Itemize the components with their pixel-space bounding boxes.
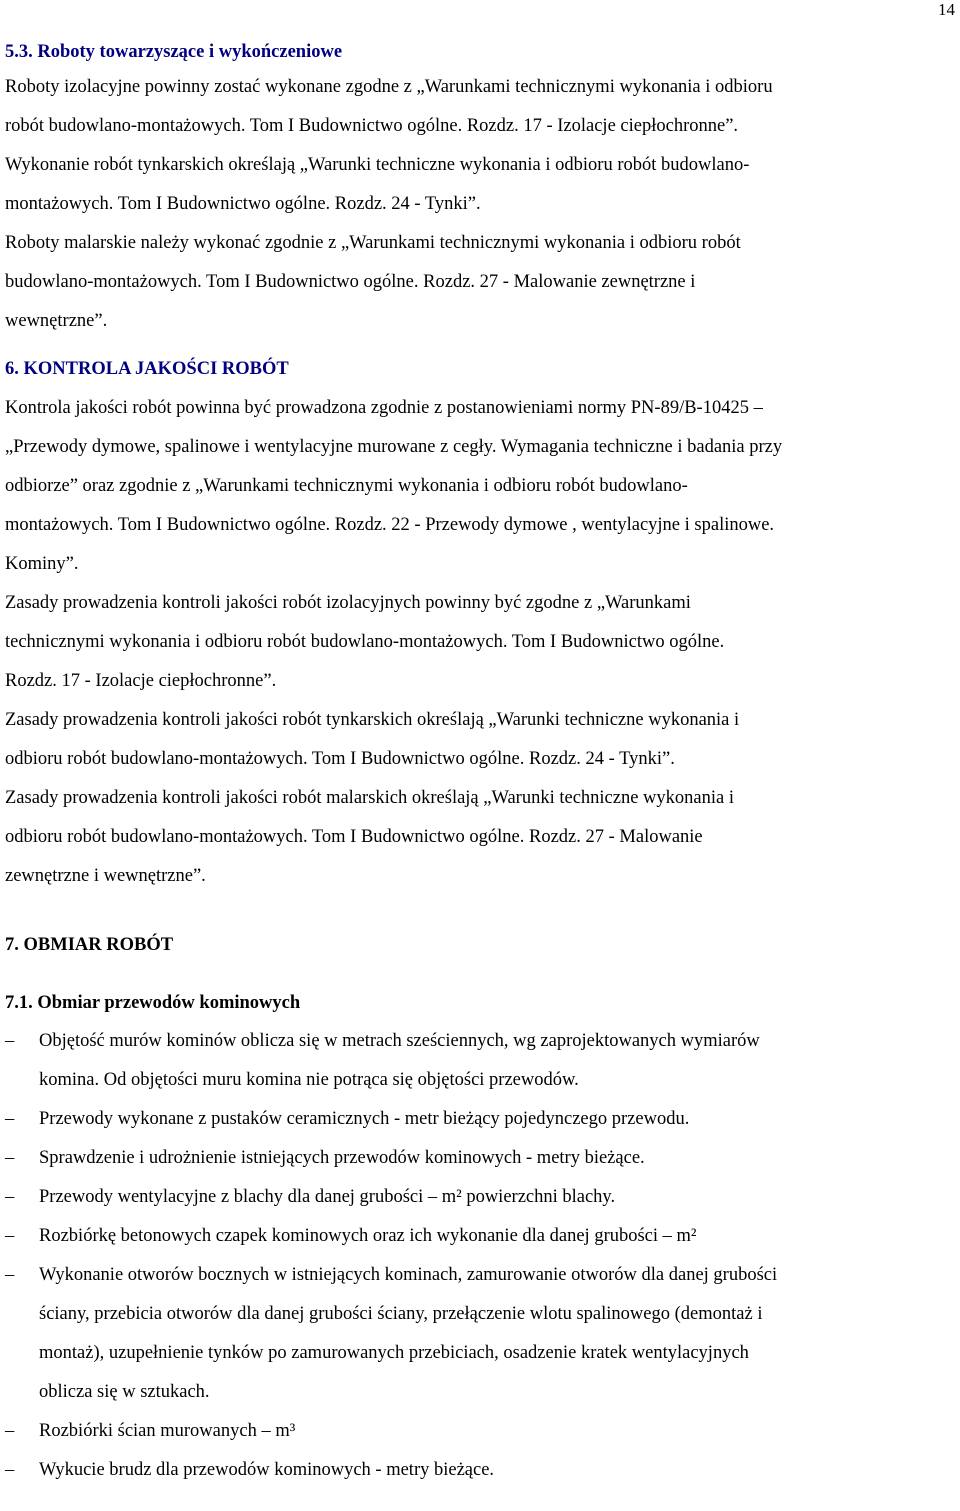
section-6-heading: 6. KONTROLA JAKOŚCI ROBÓT (5, 359, 289, 379)
text-line: Kominy”. (5, 554, 79, 574)
list-item-text: Sprawdzenie i udrożnienie istniejących przewodów kominowych - metry bieżące. (39, 1148, 645, 1168)
list-bullet: – (5, 1031, 15, 1051)
list-item (5, 1217, 960, 1256)
list-item-text: Wykonanie otworów bocznych w istniejących kominach, zamurowanie otworów dla danej grubości ściany, przebicia otworów dla danej grubości ściany, przełączenie wlotu spalinowego (demontaż i montaż), uzupełnienie tynków po zamurowanych przebiciach, osadzenie kratek wentylacyjnych oblicza się w sztukach. (39, 1265, 778, 1402)
list-bullet: – (5, 1148, 15, 1168)
section-5-3-text (5, 68, 960, 341)
text-line: Zasady prowadzenia kontroli jakości robót tynkarskich określają „Warunki techniczne wykonania i (5, 710, 740, 730)
document-body (5, 38, 960, 1490)
list-item (5, 1451, 960, 1490)
text-line: zewnętrzne i wewnętrzne”. (5, 866, 206, 886)
list-item-text: Rozbiórki ścian murowanych – m³ (39, 1421, 296, 1441)
text-line: montażowych. Tom I Budownictwo ogólne. Rozdz. 24 - Tynki”. (5, 194, 481, 214)
text-line: technicznymi wykonania i odbioru robót budowlano-montażowych. Tom I Budownictwo ogólne. (5, 632, 725, 652)
list-item (5, 1139, 960, 1178)
text-line: odbioru robót budowlano-montażowych. Tom I Budownictwo ogólne. Rozdz. 27 - Malowanie (5, 827, 703, 847)
list-bullet: – (5, 1460, 15, 1480)
text-line: odbioru robót budowlano-montażowych. Tom I Budownictwo ogólne. Rozdz. 24 - Tynki”. (5, 749, 675, 769)
list-item-text: Przewody wentylacyjne z blachy dla danej grubości – m² powierzchni blachy. (39, 1187, 616, 1207)
list-bullet: – (5, 1265, 15, 1285)
list-item (5, 1100, 960, 1139)
list-bullet: – (5, 1109, 15, 1129)
list-item-text: Objętość murów kominów oblicza się w metrach sześciennych, wg zaprojektowanych wymiarów komina. Od objętości muru komina nie potrąca się objętości przewodów. (39, 1031, 760, 1090)
text-line: Roboty malarskie należy wykonać zgodnie z „Warunkami technicznymi wykonania i odbioru robót (5, 233, 741, 253)
section-5-3-heading: 5.3. Roboty towarzyszące i wykończeniowe (5, 42, 343, 62)
list-item-text: Rozbiórkę betonowych czapek kominowych oraz ich wykonanie dla danej grubości – m² (39, 1226, 697, 1246)
section-7-heading: 7. OBMIAR ROBÓT (5, 935, 174, 955)
list-item (5, 1412, 960, 1451)
list-bullet: – (5, 1421, 15, 1441)
text-line: odbiorze” oraz zgodnie z „Warunkami technicznymi wykonania i odbioru robót budowlano- (5, 476, 688, 496)
list-item (5, 1178, 960, 1217)
text-line: wewnętrzne”. (5, 311, 108, 331)
measurement-list (5, 1022, 960, 1490)
text-line: robót budowlano-montażowych. Tom I Budownictwo ogólne. Rozdz. 17 - Izolacje ciepłochronne”. (5, 116, 739, 136)
page-number: 14 (938, 0, 955, 19)
text-line: Roboty izolacyjne powinny zostać wykonane zgodne z „Warunkami technicznymi wykonania i odbioru (5, 77, 773, 97)
list-item (5, 1256, 960, 1412)
text-line: Wykonanie robót tynkarskich określają „Warunki techniczne wykonania i odbioru robót budowlano- (5, 155, 750, 175)
text-line: budowlano-montażowych. Tom I Budownictwo ogólne. Rozdz. 27 - Malowanie zewnętrzne i (5, 272, 696, 292)
text-line: Zasady prowadzenia kontroli jakości robót malarskich określają „Warunki techniczne wykonania i (5, 788, 734, 808)
section-6-text (5, 389, 960, 896)
list-item (5, 1022, 960, 1100)
text-line: Zasady prowadzenia kontroli jakości robót izolacyjnych powinny być zgodne z „Warunkami (5, 593, 691, 613)
text-line: Kontrola jakości robót powinna być prowadzona zgodnie z postanowieniami normy PN-89/B-10425 – (5, 398, 763, 418)
section-7-1-heading: 7.1. Obmiar przewodów kominowych (5, 993, 301, 1013)
text-line: Rozdz. 17 - Izolacje ciepłochronne”. (5, 671, 277, 691)
text-line: montażowych. Tom I Budownictwo ogólne. Rozdz. 22 - Przewody dymowe , wentylacyjne i spalinowe. (5, 515, 775, 535)
list-item-text: Wykucie brudz dla przewodów kominowych - metry bieżące. (39, 1460, 495, 1480)
list-bullet: – (5, 1187, 15, 1207)
list-item-text: Przewody wykonane z pustaków ceramicznych - metr bieżący pojedynczego przewodu. (39, 1109, 690, 1129)
list-bullet: – (5, 1226, 15, 1246)
text-line: „Przewody dymowe, spalinowe i wentylacyjne murowane z cegły. Wymagania techniczne i badania przy (5, 437, 783, 457)
